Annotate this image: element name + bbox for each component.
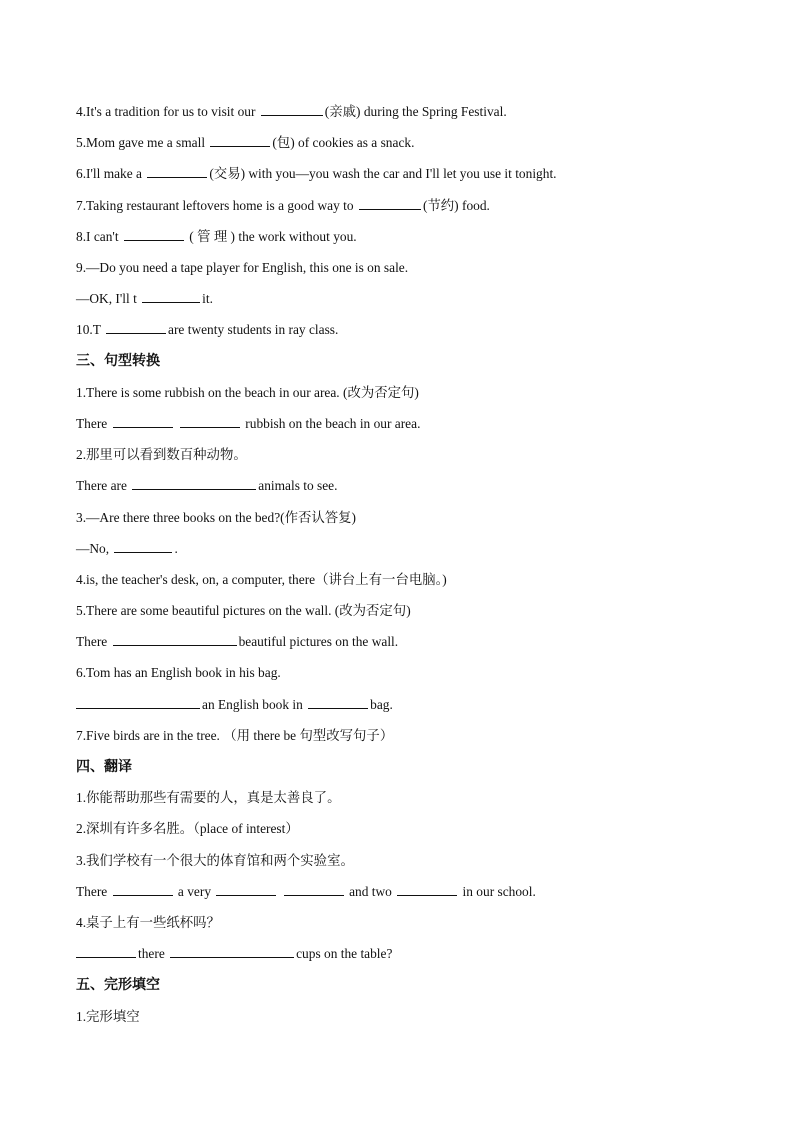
- question-s3-5-answer: There beautiful pictures on the wall.: [76, 634, 399, 649]
- answer-blank[interactable]: [106, 321, 166, 334]
- answer-blank[interactable]: [216, 883, 276, 896]
- question-s3-2-answer: There are animals to see.: [76, 478, 338, 493]
- question-s3-1-prompt: 1.There is some rubbish on the beach in our area. (改为否定句): [76, 385, 419, 400]
- question-s2-8: 8.I can't ( 管 理 ) the work without you.: [76, 229, 357, 244]
- answer-blank[interactable]: [124, 228, 184, 241]
- question-s3-4-prompt: 4.is, the teacher's desk, on, a computer, there（讲台上有一台电脑。): [76, 572, 447, 587]
- question-s2-4: 4.It's a tradition for us to visit our (亲戚) during the Spring Festival.: [76, 104, 507, 119]
- answer-blank[interactable]: [210, 134, 270, 147]
- question-s2-10: 10.T are twenty students in ray class.: [76, 322, 339, 337]
- answer-blank[interactable]: [147, 165, 207, 178]
- answer-blank[interactable]: [170, 945, 294, 958]
- question-s4-3-prompt: 3.我们学校有一个很大的体育馆和两个实验室。: [76, 853, 354, 868]
- answer-blank[interactable]: [180, 415, 240, 428]
- answer-blank[interactable]: [113, 633, 237, 646]
- question-s3-5-prompt: 5.There are some beautiful pictures on the wall. (改为否定句): [76, 603, 411, 618]
- answer-blank[interactable]: [76, 696, 200, 709]
- question-s2-6: 6.I'll make a (交易) with you—you wash the car and I'll let you use it tonight.: [76, 166, 557, 181]
- section-heading-translation: 四、翻译: [76, 759, 132, 775]
- answer-blank[interactable]: [113, 415, 173, 428]
- answer-blank[interactable]: [113, 883, 173, 896]
- answer-blank[interactable]: [308, 696, 368, 709]
- question-s3-6-answer: an English book in bag.: [76, 696, 393, 714]
- question-s4-3-answer: There a very and two in our school.: [76, 884, 536, 899]
- question-s3-7-prompt: 7.Five birds are in the tree. （用 there be 句型改写句子）: [76, 728, 394, 743]
- question-s2-7: 7.Taking restaurant leftovers home is a good way to (节约) food.: [76, 198, 490, 213]
- section-heading-sentence-transform: 三、句型转换: [76, 353, 160, 369]
- question-s4-1-prompt: 1.你能帮助那些有需要的人，真是太善良了。: [76, 790, 341, 805]
- answer-blank[interactable]: [76, 945, 136, 958]
- question-s4-4-prompt: 4.桌子上有一些纸杯吗？: [76, 915, 220, 930]
- answer-blank[interactable]: [142, 290, 200, 303]
- question-s4-2-prompt: 2.深圳有许多名胜。（place of interest）: [76, 821, 299, 836]
- question-s3-6-prompt: 6.Tom has an English book in his bag.: [76, 665, 281, 680]
- answer-blank[interactable]: [359, 197, 421, 210]
- question-s4-4-answer: there cups on the table?: [76, 945, 392, 963]
- question-s2-9-prompt: 9.—Do you need a tape player for English, this one is on sale.: [76, 260, 409, 275]
- question-s3-2-prompt: 2.那里可以看到数百种动物。: [76, 447, 247, 462]
- question-s5-1-prompt: 1.完形填空: [76, 1009, 140, 1024]
- section-heading-cloze: 五、完形填空: [76, 977, 160, 993]
- question-s3-3-answer: —No, .: [76, 541, 178, 556]
- answer-blank[interactable]: [261, 103, 323, 116]
- answer-blank[interactable]: [397, 883, 457, 896]
- question-s3-1-answer: There rubbish on the beach in our area.: [76, 416, 421, 431]
- answer-blank[interactable]: [284, 883, 344, 896]
- question-s3-3-prompt: 3.—Are there three books on the bed?(作否认答复): [76, 510, 357, 525]
- answer-blank[interactable]: [132, 477, 256, 490]
- question-s2-5: 5.Mom gave me a small (包) of cookies as a snack.: [76, 135, 415, 150]
- answer-blank[interactable]: [114, 540, 172, 553]
- question-s2-9-answer: —OK, I'll t it.: [76, 291, 213, 306]
